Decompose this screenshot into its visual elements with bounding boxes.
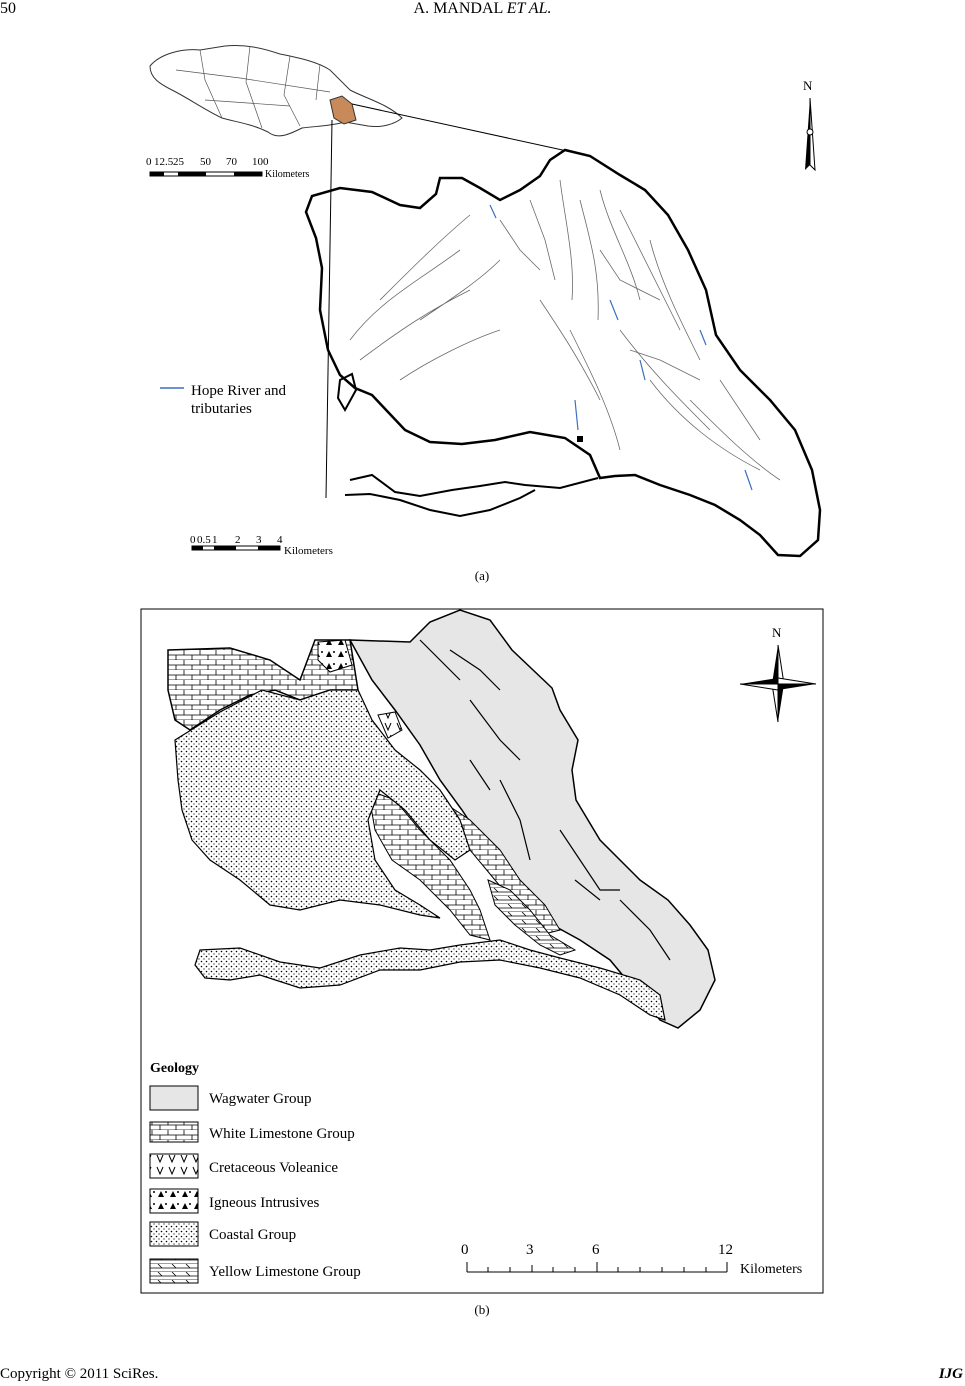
- scale-tick: 3: [526, 1242, 534, 1258]
- scale-tick: 0: [461, 1242, 469, 1258]
- river-legend-line2: tributaries: [191, 401, 252, 417]
- inset-scale-unit: Kilometers: [265, 169, 310, 180]
- north-label: N: [803, 78, 813, 93]
- inset-scale-tick: 25: [173, 156, 184, 168]
- main-scale-tick: 1: [212, 534, 218, 546]
- figure-b-caption: (b): [474, 1302, 490, 1317]
- copyright-notice: Copyright © 2011 SciRes.: [0, 1366, 159, 1382]
- author-name: A. MANDAL: [413, 0, 503, 17]
- inset-scale-tick: 100: [252, 156, 269, 168]
- legend-label: Coastal Group: [209, 1227, 297, 1243]
- inset-scale-tick: 50: [200, 156, 211, 168]
- legend-label: Wagwater Group: [209, 1091, 312, 1107]
- legend-label: Yellow Limestone Group: [209, 1264, 361, 1280]
- page-number: 50: [0, 0, 16, 17]
- legend-label: Igneous Intrusives: [209, 1195, 320, 1211]
- legend-label: Cretaceous Voleanice: [209, 1160, 338, 1176]
- main-scale-tick: 3: [256, 534, 262, 546]
- legend-label: White Limestone Group: [209, 1126, 355, 1142]
- journal-abbreviation: IJG: [938, 1366, 963, 1382]
- scale-tick: 6: [592, 1242, 600, 1258]
- inset-scale-tick: 12.5: [154, 156, 174, 168]
- main-scale-tick: 4: [277, 534, 283, 546]
- main-scale-tick: 2: [235, 534, 241, 546]
- inset-scale-tick: 70: [226, 156, 237, 168]
- et-al: ET AL.: [506, 0, 552, 17]
- scale-tick: 12: [718, 1242, 733, 1258]
- inset-scale-tick: 0: [146, 156, 152, 168]
- river-legend-line1: Hope River and: [191, 383, 286, 399]
- legend-title: Geology: [150, 1061, 199, 1076]
- scale-unit: Kilometers: [740, 1262, 803, 1277]
- figure-a-caption: (a): [474, 568, 490, 583]
- main-scale-tick: 0.5: [197, 534, 211, 546]
- main-scale-unit: Kilometers: [284, 545, 333, 557]
- north-label-b: N: [772, 625, 782, 640]
- main-scale-tick: 0: [190, 534, 196, 546]
